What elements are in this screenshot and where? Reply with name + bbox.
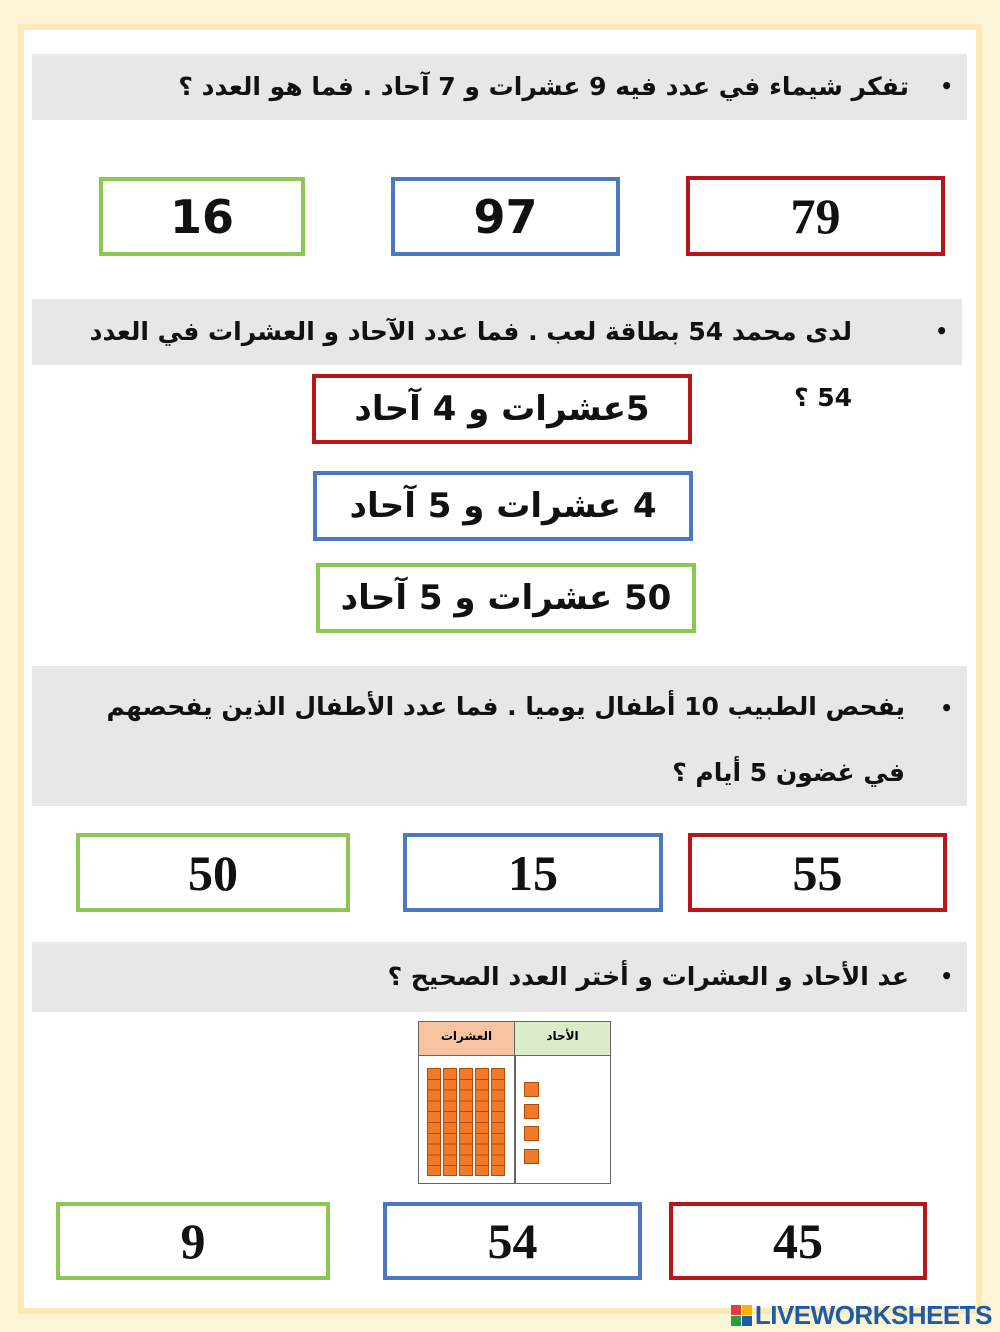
logo-text: LIVEWORKSHEETS: [754, 1299, 992, 1330]
tens-rod: [491, 1068, 505, 1176]
question-1-text: تفكر شيماء في عدد فيه 9 عشرات و 7 آحاد . فما هو العدد ؟: [178, 72, 909, 101]
question-3-text: يفحص الطبيب 10 أطفال يوميا . فما عدد الأطفال الذين يفحصهم في غضون 5 أيام ؟: [106, 692, 905, 787]
answer-4-option-c[interactable]: 9: [56, 1202, 330, 1280]
answer-4-option-b[interactable]: 54: [383, 1202, 642, 1280]
tens-rod: [443, 1068, 457, 1176]
question-4: [32, 942, 967, 1012]
question-4-text: عد الأحاد و العشرات و أختر العدد الصحيح ؟: [387, 962, 909, 991]
answer-1-option-c[interactable]: 16: [99, 177, 305, 256]
ones-cube: [524, 1126, 539, 1141]
answer-4-option-a[interactable]: 45: [669, 1202, 927, 1280]
bullet-icon: •: [940, 74, 953, 98]
place-value-chart: [418, 1021, 611, 1184]
question-2-text: لدى محمد 54 بطاقة لعب . فما عدد الآحاد و العشرات في العدد 54 ؟: [89, 317, 852, 412]
column-divider: [514, 1056, 516, 1183]
answer-2-option-a[interactable]: 5عشرات و 4 آحاد: [312, 374, 692, 444]
answer-3-option-b[interactable]: 15: [403, 833, 663, 912]
tens-rod: [427, 1068, 441, 1176]
answer-3-option-a[interactable]: 55: [688, 833, 947, 912]
question-1: [32, 54, 967, 120]
ones-cube: [524, 1082, 539, 1097]
liveworksheets-logo: [731, 1299, 992, 1330]
ones-cube: [524, 1104, 539, 1119]
answer-1-option-a[interactable]: 79: [686, 176, 945, 256]
answer-2-option-b[interactable]: 4 عشرات و 5 آحاد: [313, 471, 693, 541]
tens-rod: [459, 1068, 473, 1176]
ones-column-header: الأحاد: [515, 1022, 610, 1056]
bullet-icon: •: [940, 964, 953, 988]
answer-2-option-c[interactable]: 50 عشرات و 5 آحاد: [316, 563, 696, 633]
tens-column-header: العشرات: [419, 1022, 515, 1056]
answer-3-option-c[interactable]: 50: [76, 833, 350, 912]
bullet-icon: •: [940, 696, 953, 720]
bullet-icon: •: [935, 319, 948, 343]
tens-rod: [475, 1068, 489, 1176]
question-3: [32, 666, 967, 806]
answer-1-option-b[interactable]: 97: [391, 177, 620, 256]
ones-cube: [524, 1149, 539, 1164]
liveworksheets-logo-icon: [731, 1305, 752, 1326]
